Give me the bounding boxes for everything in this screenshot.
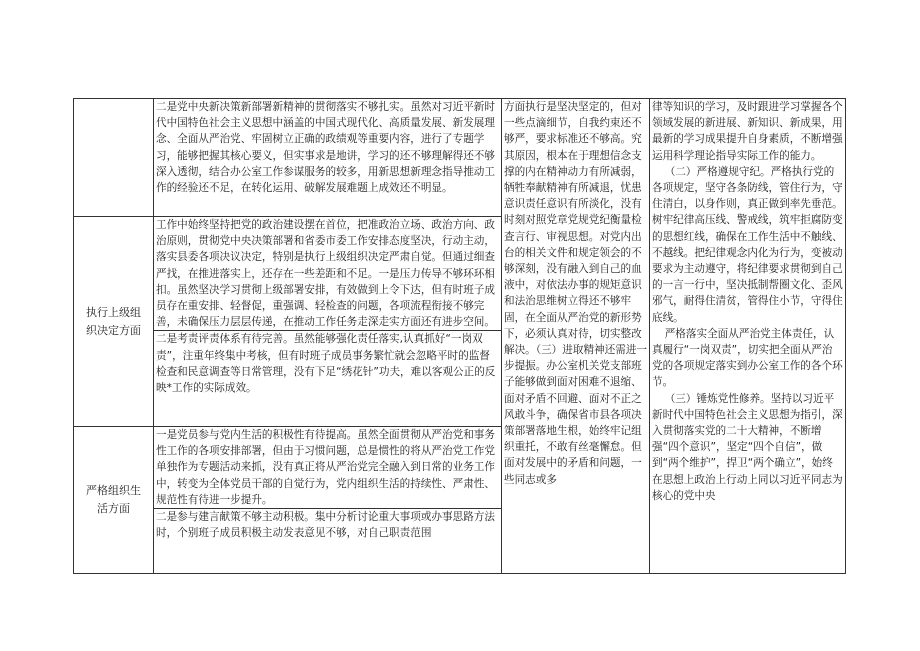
row-label-empty	[74, 99, 154, 217]
row-label: 执行上级组织决定方面	[74, 217, 154, 427]
column-b-content	[502, 99, 650, 574]
table-row	[74, 99, 846, 217]
row-label: 严格组织生活方面	[74, 427, 154, 574]
paragraph: 二是党中央新决策新部署新精神的贯彻落实不够扎实。虽然对习近平新时代中国特色社会主义思想中涵盖的中国式现代化、高质量发展、新发展理念、全面从严治党、牢固树立正确的政绩观等重要内容，进行了专题学习，能够把握其核心要义，但实事求是地讲，学习的还不够理解得还不够深入透彻，结合办公室工作参谋服务的较多，用新思想新理念指导推动工作的经验还不足，在转化运用、破解发展难题上成效还不明显。	[156, 101, 495, 195]
sub-cell	[154, 330, 501, 396]
paragraph: 严格落实全面从严治党主体责任，认真履行“一岗双责”，切实把全面从严治党的各项规定落实到办公室工作的各个环节。	[652, 327, 843, 389]
row2-content	[154, 217, 502, 427]
row3-content	[154, 427, 502, 574]
paragraph: 方面执行是坚决坚定的，但对一些点滴细节，自我约束还不够严，要求标准还不够高。究其原因，根本在于理想信念支撑的内在精神动力有所减弱，牺牲奉献精神有所减退，忧患意识责任意识有所淡化，没有时刻对照党章党规党纪衡量检查言行、审视思想。对党内出台的相关文件和规定领会的不够深刻，没有融入到自己的血液中，对依法办事的规矩意识和法治思维树立得还不够牢固，在全面从严治党的新形势下，必须认真对待，切实整改解决。（三）进取精神还需进一步提振。办公室机关党支部班子能够做到面对困难不退缩、面对矛盾不回避、面对不正之风敢斗争，确保省市县各项决策部署落地生根，始终牢记组织重托，不敢有丝毫懈怠。但面对发展中的矛盾和问题，一些同志或多	[504, 101, 648, 486]
paragraph: 二是考责评责体系有待完善。虽然能够强化责任落实,认真抓好“一岗双责”，注重年终集中考核，但有时班子成员事务繁忙就会忽略平时的监督检查和民意调查等日常管理，没有下足“绣花针”功夫，难以客观公正的反映*工作的实际成效。	[156, 333, 496, 395]
document-table	[73, 98, 846, 574]
paragraph: 律等知识的学习，及时跟进学习掌握各个领域发展的新进展、新知识、新成果，用最新的学习成果提升自身素质，不断增强运用科学理论指导实际工作的能力。	[652, 101, 843, 162]
paragraph: （三）锤炼党性修养。坚持以习近平新时代中国特色社会主义思想为指引，深入贯彻落实党的二十大精神，不断增强“四个意识”，坚定“四个自信”，做到“两个维护”，捍卫“两个确立”，始终在思想上政治上行动上同以习近平同志为核心的党中央	[652, 392, 843, 502]
paragraph: 工作中始终坚持把党的政治建设摆在首位，把准政治立场、政治方向、政治原则，贯彻党中央决策部署和省委市委工作安排态度坚决，行动主动，落实县委各项决议决定，特别是执行上级组织决定严肃自觉。但通过细查严找，在推进落实上，还存在一些差距和不足。一是压力传导不够环环相扣。虽然坚决学习贯彻上级部署安排，有效做到上令下达，但有时班子成员存在重安排、轻督促，重强调、轻检查的问题，各项流程衔接不够完善，未确保压力层层传递，在推动工作任务走深走实方面还有进步空间。	[156, 219, 495, 329]
paragraph: 二是参与建言献策不够主动积极。集中分析讨论重大事项或办事思路方法时，个别班子成员积极主动发表意见不够，对自己职责范围	[156, 511, 495, 540]
paragraph: 一是党员参与党内生活的积极性有待提高。虽然全面贯彻从严治党和事务性工作的各项安排部署，但由于习惯问题，总是惯性的将从严治党工作党单独作为专题活动来抓，没有真正将从严治党完全融入到日常的业务工作中，转变为全体党员干部的自觉行为，党内组织生活的持续性、严肃性、规范性有待进一步提升。	[156, 429, 495, 506]
sub-cell	[154, 508, 501, 541]
row1-content	[154, 99, 502, 217]
column-c-content	[650, 99, 846, 574]
paragraph: （二）严格遵规守纪。严格执行党的各项规定，坚守各条防线，管住行为，守住清白，以身作则，真正做到率先垂范。树牢纪律高压线、警戒线，筑牢拒腐防变的思想红线，确保在工作生活中不触线、不越线。把纪律观念内化为行为，变被动要求为主动遵守，将纪律要求贯彻到自己的一言一行中，坚决抵制帮圈文化、歪风邪气，耐得住清贫，管得住小节，守得住底线。	[652, 165, 843, 324]
